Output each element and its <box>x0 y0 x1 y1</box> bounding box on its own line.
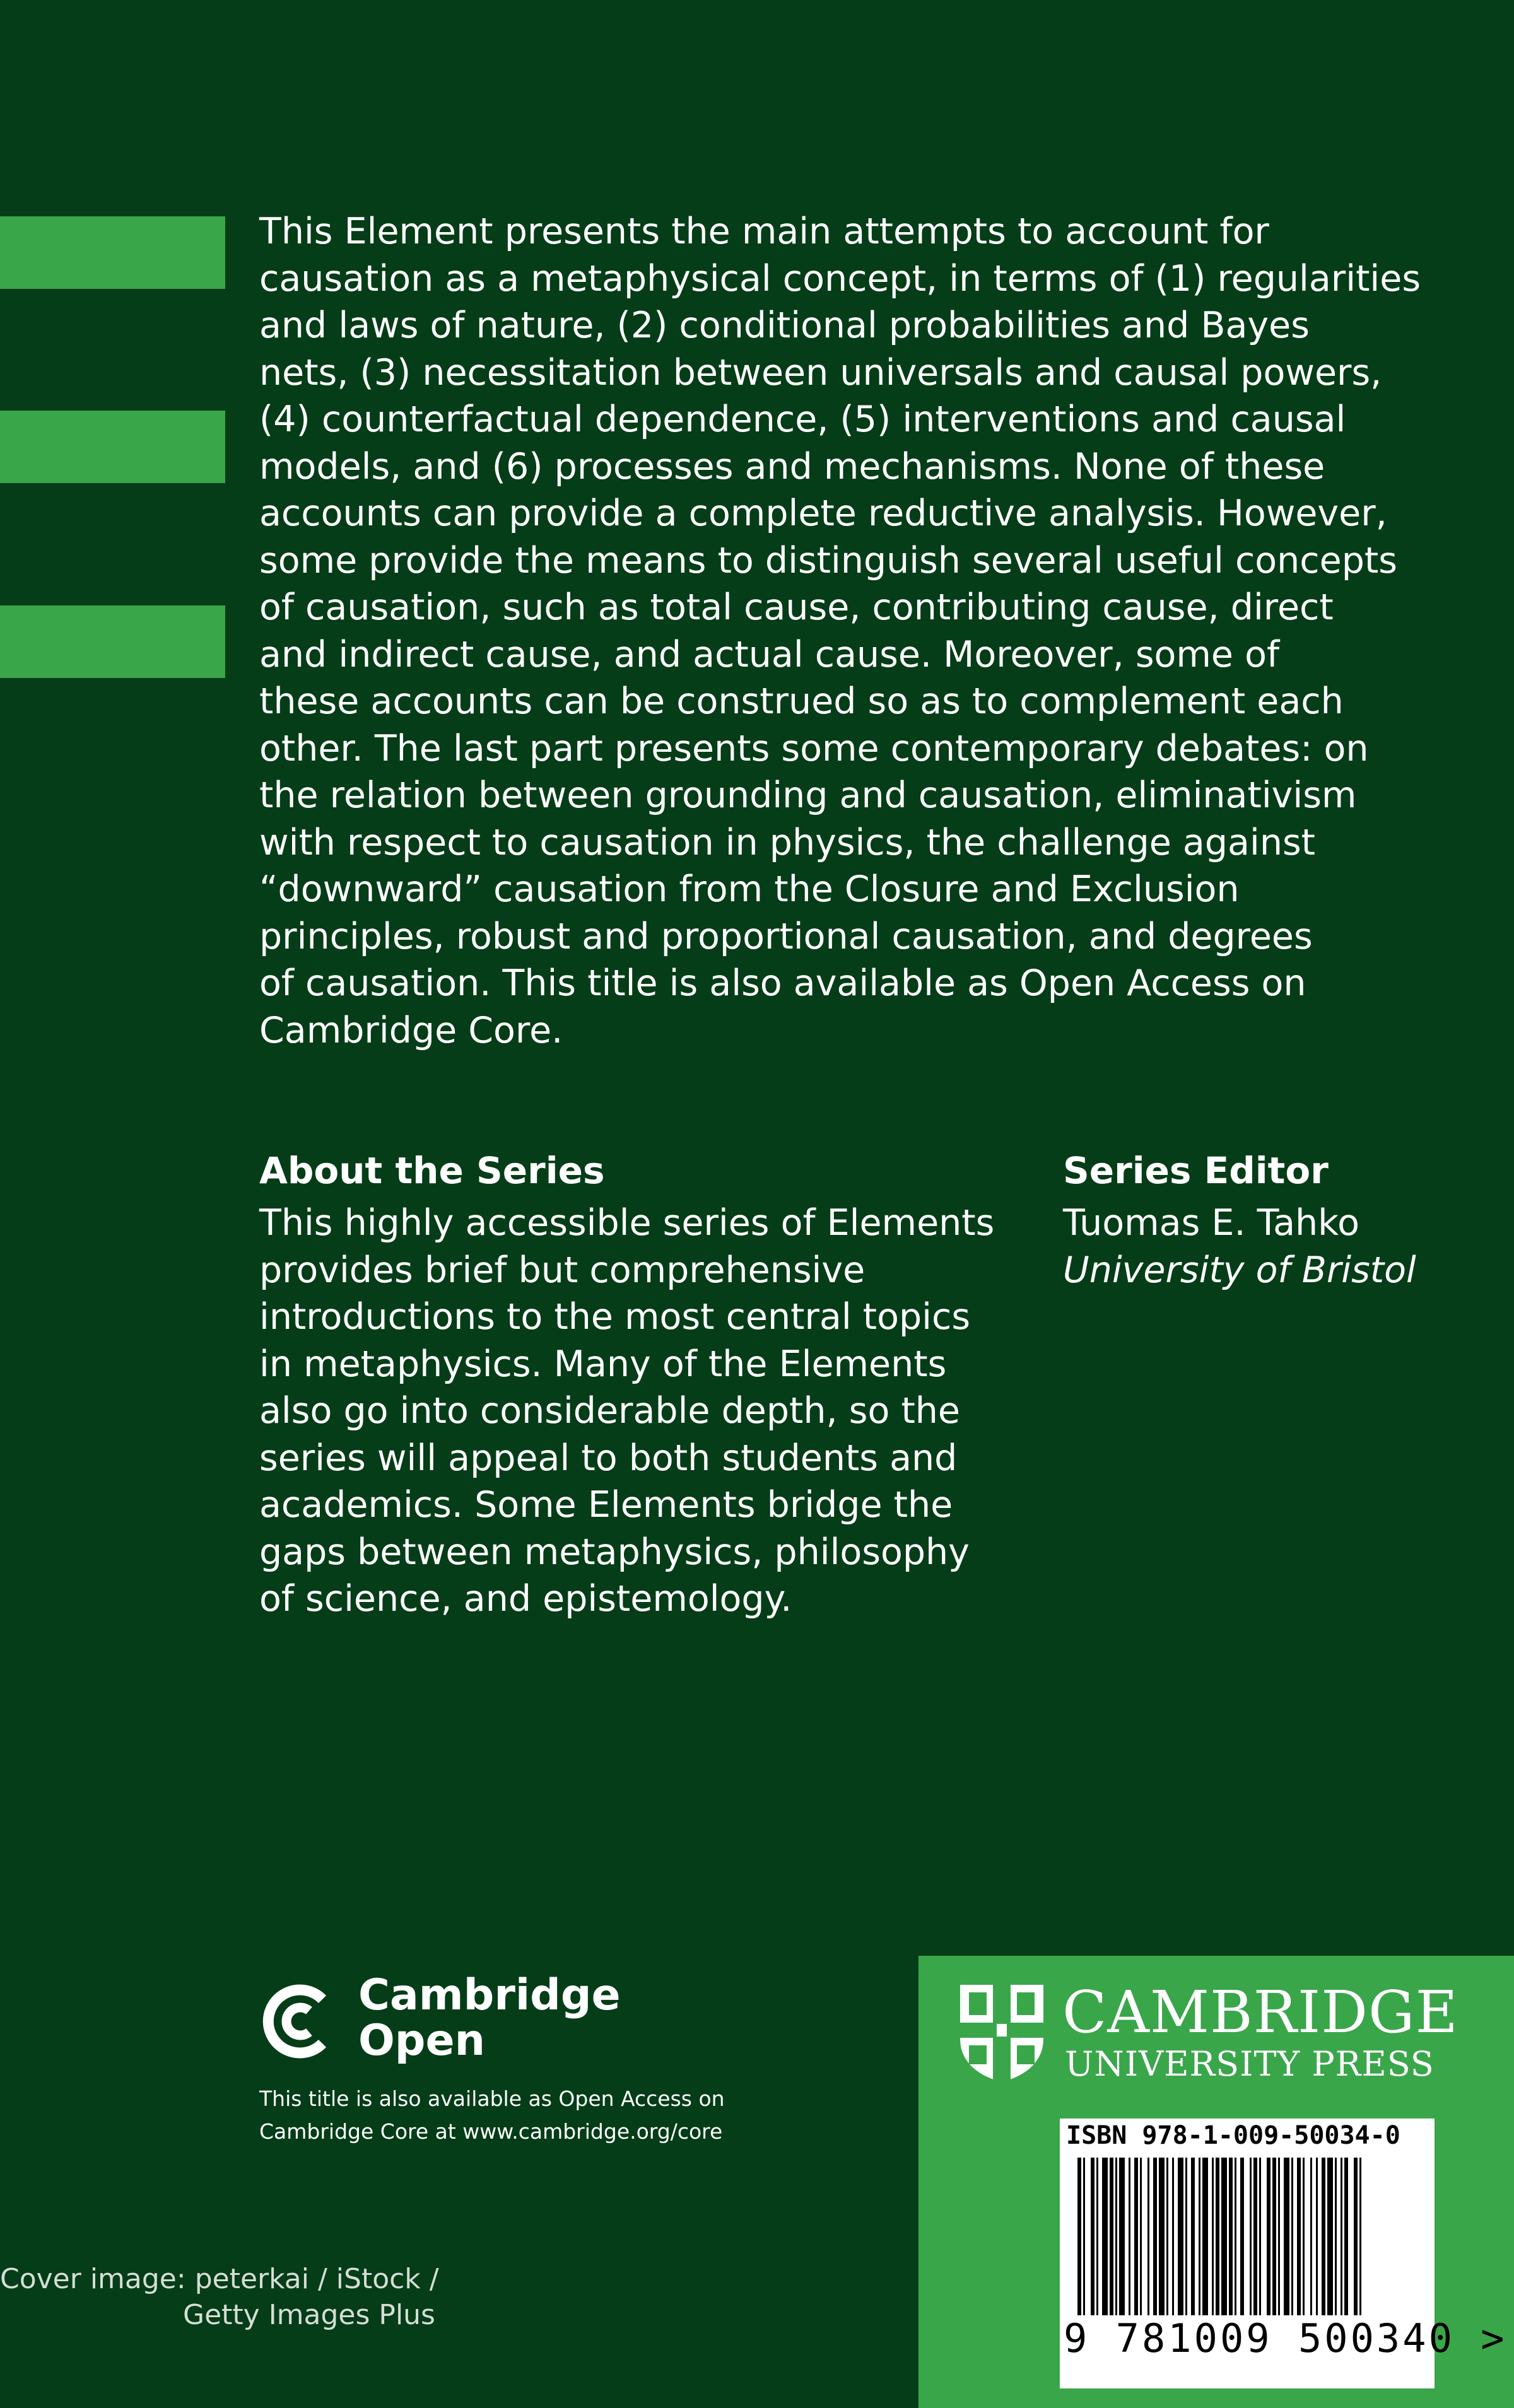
barcode-bar <box>1153 2158 1157 2315</box>
blurb-line: (4) counterfactual dependence, (5) interventions and causal <box>259 399 1346 440</box>
barcode-bar <box>1344 2158 1348 2315</box>
publisher-subtitle: UNIVERSITY PRESS <box>1065 2044 1435 2084</box>
blurb-line: other. The last part presents some contemporary debates: on <box>259 727 1369 769</box>
blurb-line: of causation, such as total cause, contributing cause, direct <box>259 587 1334 628</box>
open-access-note-line2: Cambridge Core at www.cambridge.org/core <box>259 2119 723 2144</box>
blurb-line: “downward” causation from the Closure and Exclusion <box>259 868 1240 910</box>
barcode-bar <box>1129 2158 1130 2315</box>
barcode-bar <box>1240 2158 1244 2315</box>
barcode-bar <box>1140 2158 1142 2315</box>
open-access-note-line1: This title is also available as Open Access on <box>259 2086 725 2111</box>
accent-bar-2 <box>0 411 225 483</box>
barcode-bar <box>1297 2158 1301 2315</box>
barcode-bar <box>1359 2158 1361 2315</box>
barcode-bar <box>1110 2158 1113 2315</box>
barcode-bar <box>1253 2158 1257 2315</box>
blurb-line: This Element presents the main attempts to account for <box>259 211 1269 252</box>
blurb-line: some provide the means to distinguish several useful concepts <box>259 539 1397 582</box>
barcode-bar <box>1335 2158 1337 2315</box>
barcode-bar <box>1102 2158 1108 2315</box>
cambridge-open-logo-icon <box>257 1980 339 2062</box>
barcode-bar <box>1221 2158 1227 2315</box>
barcode-bar <box>1212 2158 1214 2315</box>
blurb-line: causation as a metaphysical concept, in terms of (1) regularities <box>259 257 1421 300</box>
about-series-line: introductions to the most central topics <box>259 1296 971 1338</box>
barcode-bar <box>1310 2158 1312 2315</box>
barcode-bar <box>1091 2158 1094 2315</box>
barcode-bar <box>1327 2158 1333 2315</box>
blurb-line: Cambridge Core. <box>259 1009 563 1051</box>
barcode-bar <box>1229 2158 1233 2315</box>
barcode-bar <box>1119 2158 1125 2315</box>
barcode-bar <box>1202 2158 1208 2315</box>
barcode-bar <box>1322 2158 1325 2315</box>
barcode-bar <box>1303 2158 1305 2315</box>
about-series-line: of science, and epistemology. <box>259 1578 792 1620</box>
barcode-bar <box>1178 2158 1183 2315</box>
about-series-line: provides brief but comprehensive <box>259 1249 866 1291</box>
about-series-line: also go into considerable depth, so the <box>259 1390 960 1432</box>
barcode-bar <box>1341 2158 1342 2315</box>
accent-bar-3 <box>0 605 225 678</box>
cambridge-open-wordmark <box>358 1970 621 2066</box>
barcode-bar <box>1115 2158 1117 2315</box>
blurb-line: nets, (3) necessitation between universals and causal powers, <box>259 351 1382 394</box>
blurb-line: and laws of nature, (2) conditional probabilities and Bayes <box>259 305 1310 346</box>
barcode-bar <box>1096 2158 1098 2315</box>
cover-credit <box>0 2261 439 2333</box>
barcode-bar <box>1077 2158 1081 2315</box>
blurb-line: the relation between grounding and causation, eliminativism <box>259 774 1357 816</box>
barcode-bar <box>1191 2158 1195 2315</box>
cover-credit-line1: Cover image: peterkai / iStock / <box>0 2263 439 2295</box>
publisher-panel <box>918 1956 1514 2408</box>
about-series-line: gaps between metaphysics, philosophy <box>259 1531 970 1573</box>
about-series-line: series will appeal to both students and <box>259 1437 958 1479</box>
barcode-bar <box>1159 2158 1165 2315</box>
open-access-note <box>259 2083 725 2148</box>
barcode-bar <box>1199 2158 1200 2315</box>
blurb-line: principles, robust and proportional causation, and degrees <box>259 915 1313 957</box>
cambridge-crest-icon <box>958 1982 1046 2083</box>
cambridge-open-line2: Open <box>358 2016 486 2066</box>
isbn-label: ISBN 978-1-009-50034-0 <box>1066 2121 1400 2150</box>
barcode-bar <box>1166 2158 1168 2315</box>
cover-credit-line2: Getty Images Plus <box>183 2299 435 2331</box>
blurb-line: of causation. This title is also available as Open Access on <box>259 962 1306 1004</box>
blurb-line: these accounts can be construed so as to complement each <box>259 681 1344 722</box>
barcode-bar <box>1172 2158 1174 2315</box>
about-series-text <box>259 1200 994 1623</box>
barcode-bars <box>1077 2158 1418 2315</box>
barcode-bar <box>1147 2158 1149 2315</box>
about-series-line: academics. Some Elements bridge the <box>259 1484 953 1526</box>
barcode-bar <box>1185 2158 1187 2315</box>
barcode-bar <box>1284 2158 1289 2315</box>
barcode-bar <box>1134 2158 1138 2315</box>
blurb-line: and indirect cause, and actual cause. Moreover, some of <box>259 633 1280 675</box>
about-series-line: This highly accessible series of Elements <box>259 1202 995 1244</box>
series-editor-affiliation: University of Bristol <box>1063 1249 1416 1291</box>
blurb-line: with respect to causation in physics, the challenge against <box>259 821 1315 863</box>
blurb-line: models, and (6) processes and mechanisms. None of these <box>259 445 1325 488</box>
series-editor-heading: Series Editor <box>1063 1149 1329 1192</box>
barcode-bar <box>1278 2158 1280 2315</box>
blurb-line: accounts can provide a complete reductive analysis. However, <box>259 493 1387 534</box>
barcode-bar <box>1235 2158 1236 2315</box>
about-series-heading: About the Series <box>259 1149 605 1192</box>
barcode-bar <box>1291 2158 1293 2315</box>
barcode-bar <box>1272 2158 1276 2315</box>
publisher-name: CAMBRIDGE <box>1062 1978 1458 2046</box>
cambridge-open-line1: Cambridge <box>358 1970 621 2020</box>
barcode-bar <box>1316 2158 1318 2315</box>
book-blurb <box>259 208 1420 1054</box>
series-editor-name: Tuomas E. Tahko <box>1063 1202 1359 1244</box>
barcode-bar <box>1250 2158 1252 2315</box>
isbn-barcode <box>1060 2119 1507 2388</box>
barcode-bar <box>1354 2158 1358 2315</box>
accent-bar-1 <box>0 216 225 289</box>
about-series-line: in metaphysics. Many of the Elements <box>259 1343 947 1385</box>
barcode-digits: 9 781009 500340 > <box>1064 2315 1507 2361</box>
barcode-bar <box>1259 2158 1261 2315</box>
barcode-bar <box>1083 2158 1085 2315</box>
barcode-bar <box>1216 2158 1219 2315</box>
barcode-bar <box>1267 2158 1270 2315</box>
